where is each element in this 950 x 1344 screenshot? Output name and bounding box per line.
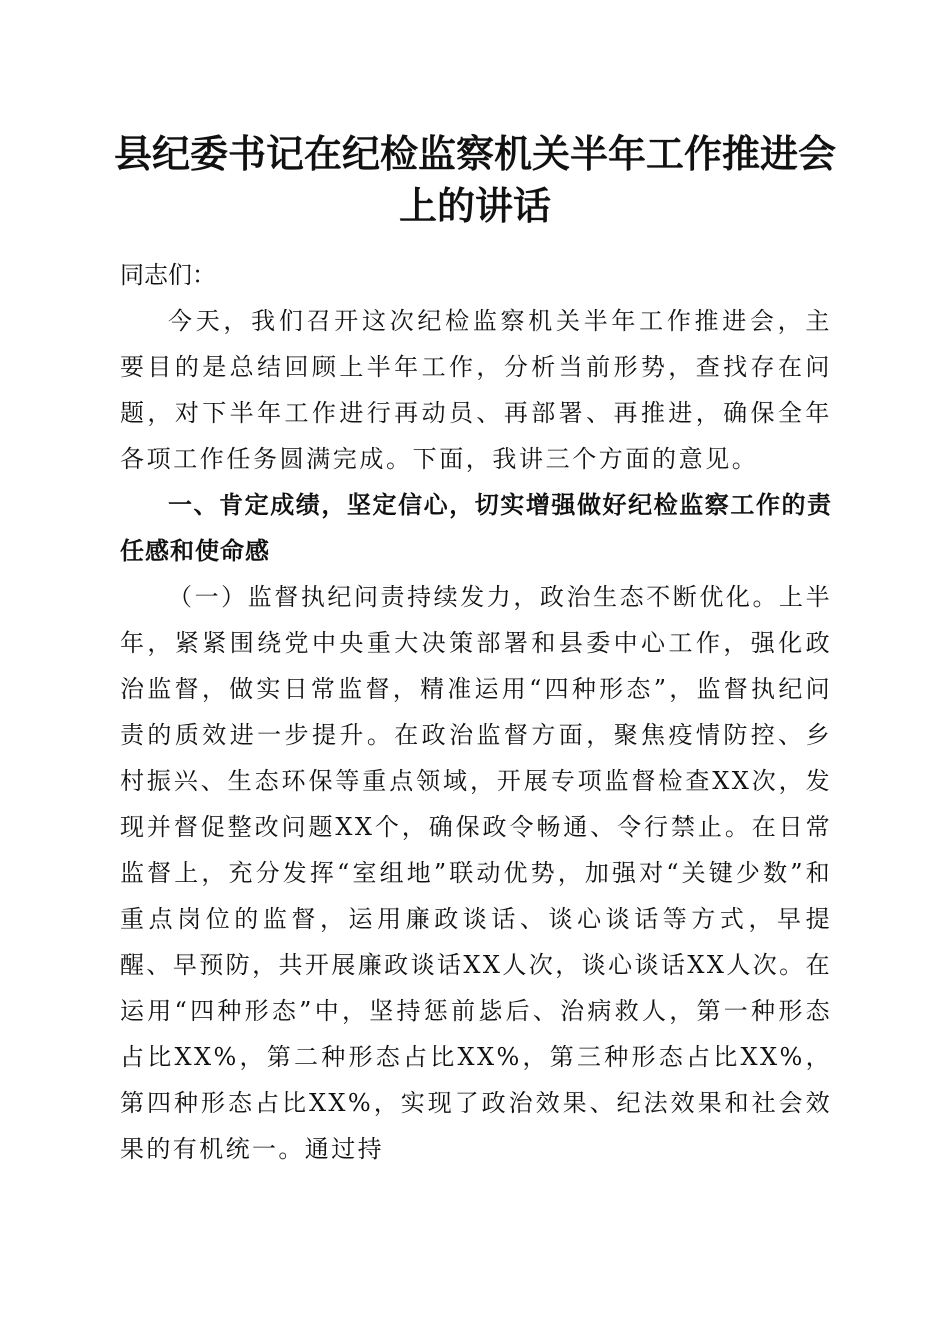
greeting: 同志们： — [120, 261, 216, 289]
section-heading-1: 一、肯定成绩，坚定信心，切实增强做好纪检监察工作的责任感和使命感 — [120, 491, 832, 565]
document-title: 县纪委书记在纪检监察机关半年工作推进会上的讲话 — [113, 131, 836, 228]
section-1-paragraph-1: （一）监督执纪问责持续发力，政治生态不断优化。上半年，紧紧围绕党中央重大决策部署和县委中心工作，强化政治监督，做实日常监督，精准运用“四种形态”，监督执纪问责的质效进一步提升。在政治监督方面，聚焦疫情防控、乡村振兴、生态环保等重点领域，开展专项监督检查XX次，发现并督促整改问题XX个，确保政令畅通、令行禁止。在日常监督上，充分发挥“室组地”联动优势，加强对“关键少数”和重点岗位的监督，运用廉政谈话、谈心谈话等方式，早提醒、早预防，共开展廉政谈话XX人次，谈心谈话XX人次。在运用“四种形态”中，坚持惩前毖后、治病救人，第一种形态占比XX%，第二种形态占比XX%，第三种形态占比XX%，第四种形态占比XX%，实现了政治效果、纪法效果和社会效果的有机统一。通过持 — [120, 583, 832, 1163]
intro-paragraph: 今天，我们召开这次纪检监察机关半年工作推进会，主要目的是总结回顾上半年工作，分析当前形势，查找存在问题，对下半年工作进行再动员、再部署、再推进，确保全年各项工作任务圆满完成。下面，我讲三个方面的意见。 — [120, 307, 832, 473]
document-body — [120, 252, 832, 1172]
